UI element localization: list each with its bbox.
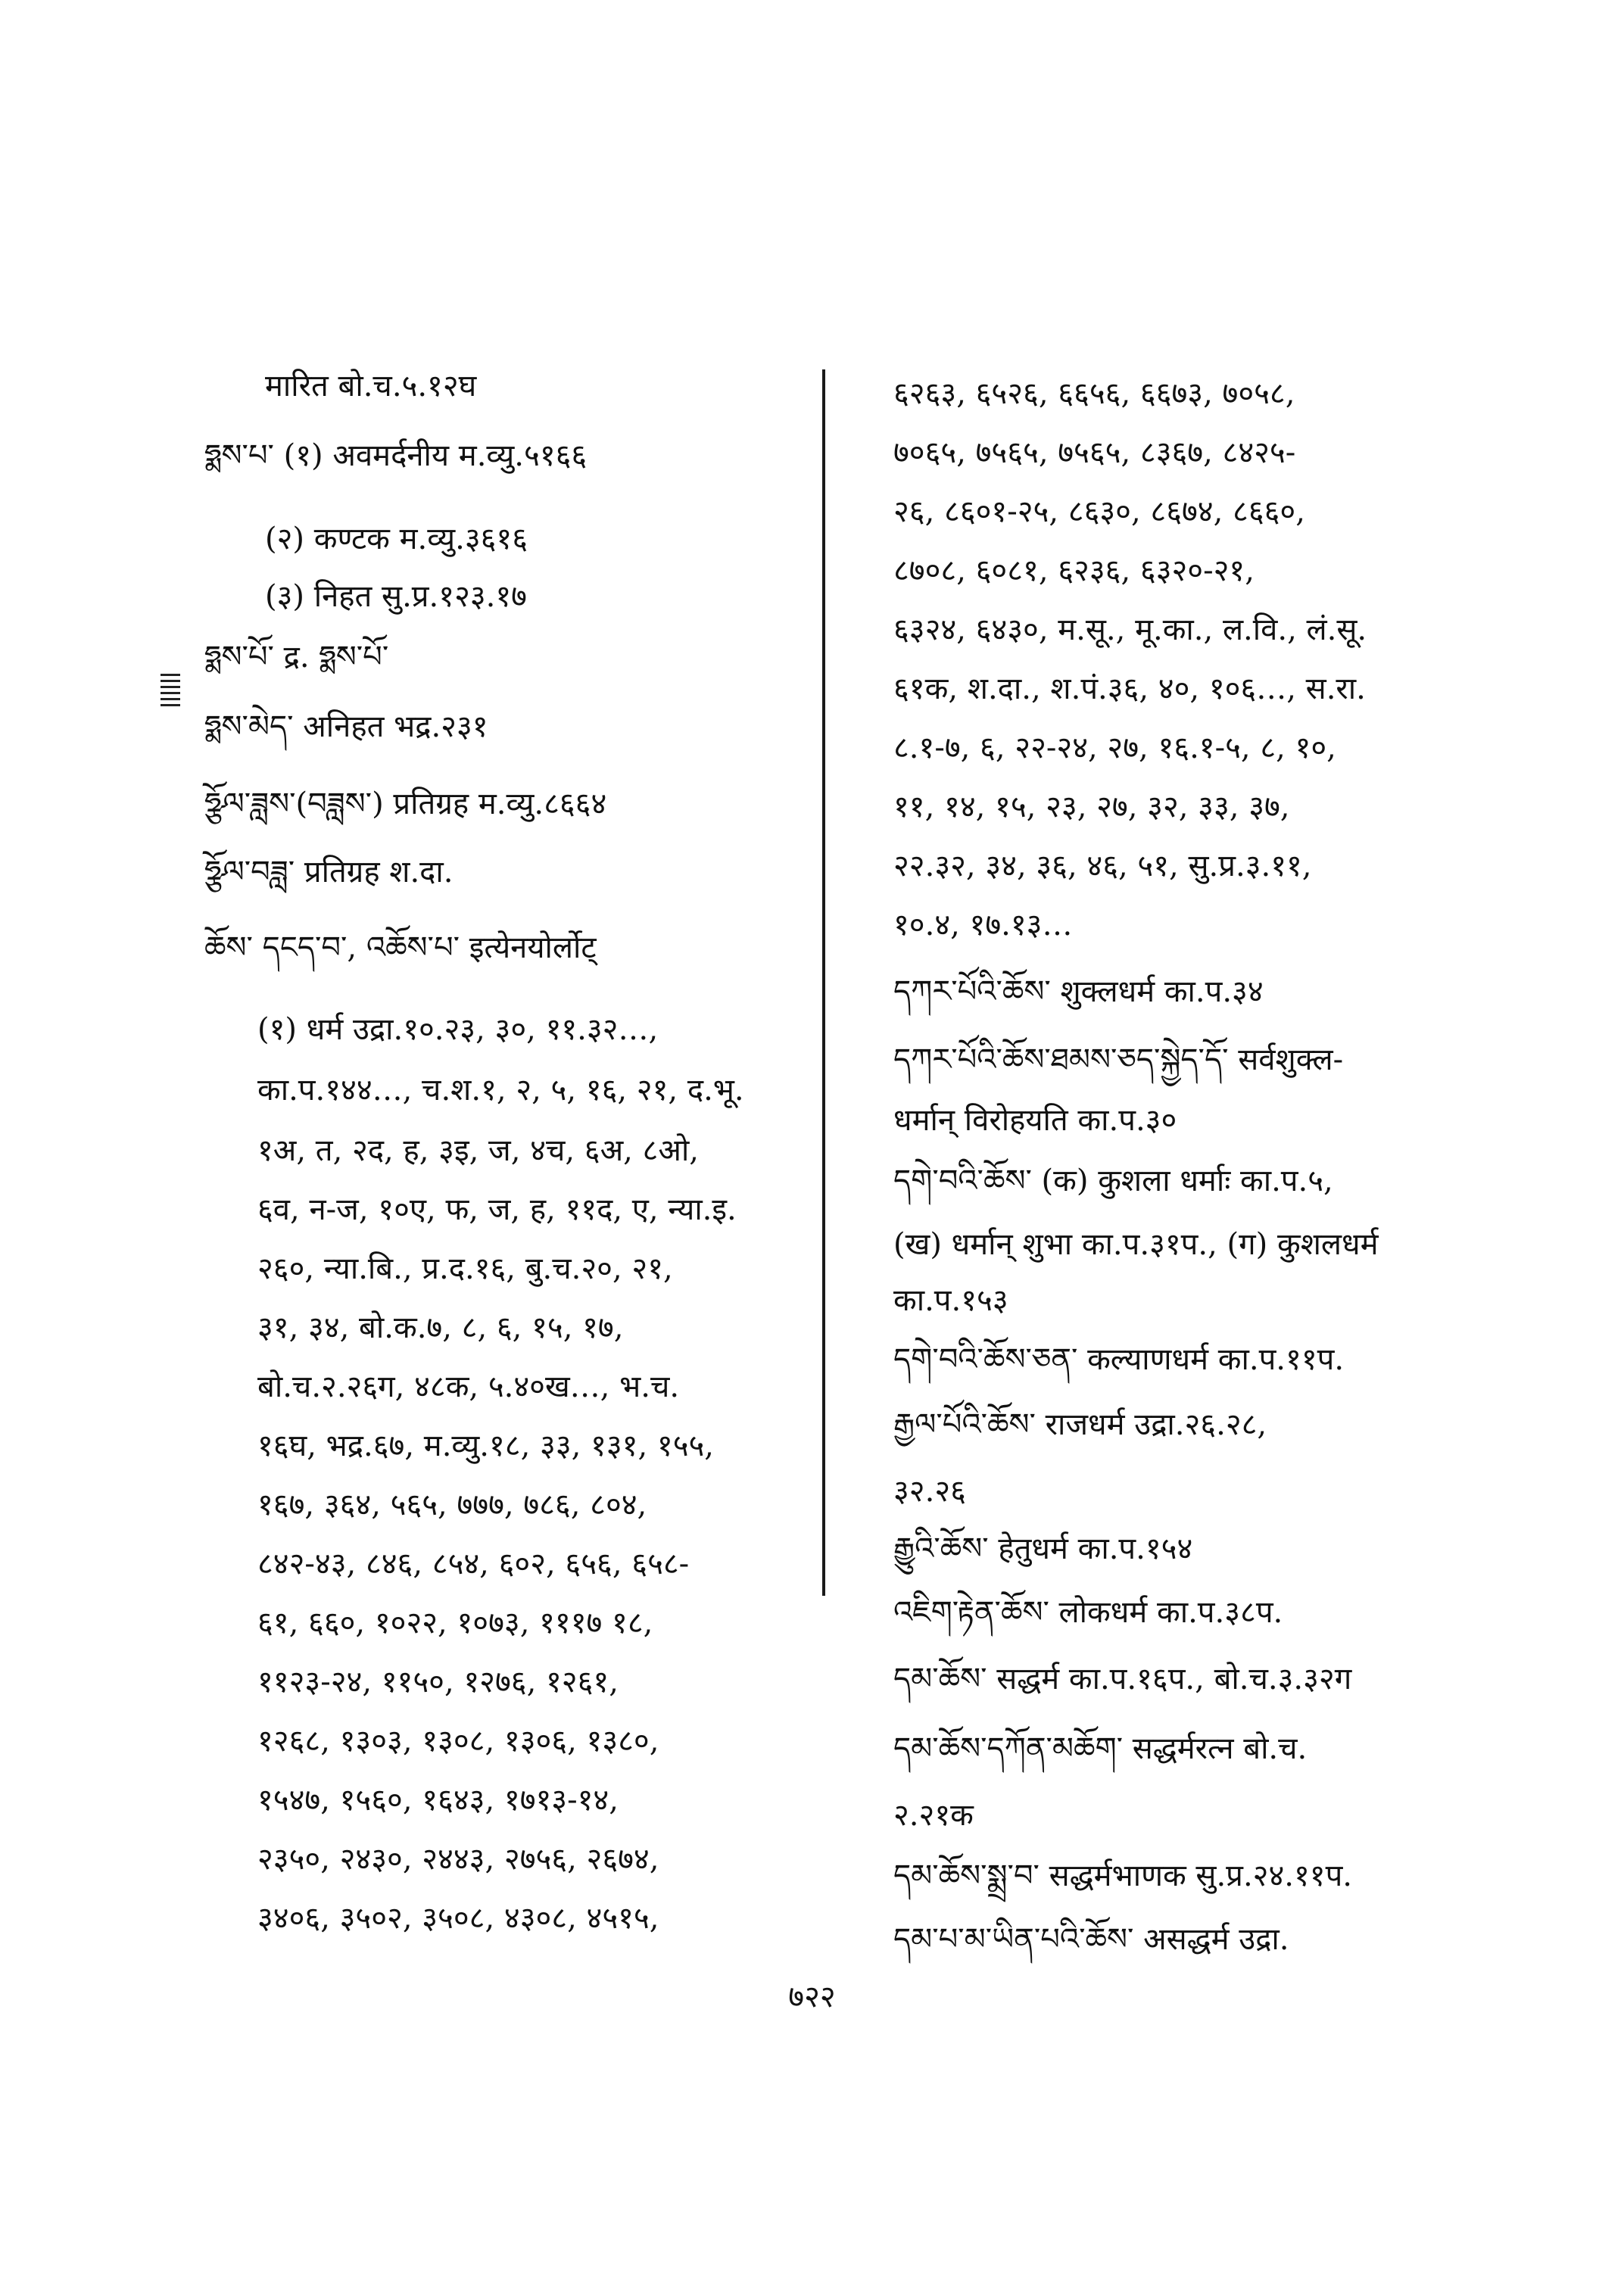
entry-line: འཇིག་རྟེན་ཆོས་ लोकधर्म का.प.३८प. — [893, 1595, 1283, 1630]
entry-line: ཧྨས་མེད་ अनिहत भद्र.२३१ — [204, 709, 488, 744]
entry-line: २२.३२, ३४, ३६, ४६, ५१, सु.प्र.३.११, — [893, 849, 1312, 883]
entry-line: ८४२-४३, ८४६, ८५४, ६०२, ६५६, ६५८- — [257, 1547, 690, 1581]
entry-line: ६३२४, ६४३०, म.सू., मू.का., ल.वि., लं.सू. — [893, 612, 1367, 647]
entry-line: १२६८, १३०३, १३०८, १३०६, १३८०, — [257, 1724, 659, 1759]
entry-line: ७०६५, ७५६५, ७५६५, ८३६७, ८४२५- — [893, 435, 1296, 470]
entry-line: རྒྱུའི་ཆོས་ हेतुधर्म का.प.१५४ — [893, 1531, 1193, 1566]
entry-line: (१) धर्म उद्रा.१०.२३, ३०, ११.३२…, — [257, 1012, 659, 1047]
entry-line: १६घ, भद्र.६७, म.व्यु.१८, ३३, १३१, १५५, — [257, 1428, 715, 1463]
entry-line: དམ་པ་མ་ཡིན་པའི་ཆོས་ असद्धर्म उद्रा. — [893, 1922, 1289, 1957]
entry-line: (३) निहत सु.प्र.१२३.१७ — [265, 579, 527, 614]
page-number: ७२२ — [788, 1980, 836, 2014]
entry-line: ३१, ३४, बो.क.७, ८, ६, १५, १७, — [257, 1310, 624, 1345]
entry-line: ८.१-७, ६, २२-२४, २७, १६.१-५, ८, १०, — [893, 731, 1336, 765]
entry-line: का.प.१५३ — [893, 1283, 1008, 1318]
entry-line: ३४०६, ३५०२, ३५०८, ४३०८, ४५१५, — [257, 1901, 659, 1936]
entry-line: ཧྩོལ་ཟླས་(བཟླས་) प्रतिग्रह म.व्यु.८६६४ — [204, 787, 607, 821]
entry-line: ६१, ६६०, १०२२, १०७३, १११७ १८, — [257, 1606, 653, 1640]
entry-line: का.प.१४४…, च.श.१, २, ५, १६, २१, द.भू. — [257, 1073, 744, 1108]
entry-line: २.२१क — [893, 1798, 974, 1833]
entry-line: ६२६३, ६५२६, ६६५६, ६६७३, ७०५८, — [893, 376, 1295, 411]
entry-line: २६०, न्या.बि., प्र.द.१६, बु.च.२०, २१, — [257, 1251, 673, 1286]
entry-line: དམ་ཆོས་དཀོན་མཆོག་ सद्धर्मरत्न बो.च. — [893, 1731, 1308, 1766]
entry-line: ६व, न-ज, १०ए, फ, ज, ह, ११द, ए, न्या.इ. — [257, 1192, 737, 1227]
entry-line: ११२३-२४, ११५०, १२७६, १२६१, — [257, 1665, 619, 1699]
entry-line: १५४७, १५६०, १६४३, १७१३-१४, — [257, 1783, 619, 1818]
entry-line: १०.४, १७.१३… — [893, 908, 1073, 942]
entry-line: २६, ८६०१-२५, ८६३०, ८६७४, ८६६०, — [893, 494, 1305, 529]
entry-line: (ख) धर्मान् शुभा का.प.३१प., (ग) कुशलधर्म — [893, 1227, 1379, 1262]
margin-mark — [161, 674, 180, 716]
entry-line: १अ, त, २द, ह, ३इ, ज, ४च, ६अ, ८ओ, — [257, 1133, 699, 1168]
entry-line: मारित बो.च.५.१२घ — [265, 369, 477, 403]
entry-line: २३५०, २४३०, २४४३, २७५६, २६७४, — [257, 1842, 659, 1877]
entry-line: बो.च.२.२६ग, ४८क, ५.४०ख…, भ.च. — [257, 1369, 680, 1404]
entry-line: དཀར་པོའི་ཆོས་ཐམས་ཅད་སྐྱེད་དོ་ सर्वशुक्ल- — [893, 1042, 1344, 1077]
entry-line: དམ་ཆོས་སྨྲ་བ་ सद्धर्मभाणक सु.प्र.२४.११प. — [893, 1858, 1353, 1893]
entry-line: དགེ་བའི་ཆོས་ཅན་ कल्याणधर्म का.प.११प. — [893, 1342, 1345, 1377]
entry-line: १६७, ३६४, ५६५, ७७७, ७८६, ८०४, — [257, 1488, 647, 1522]
entry-line: ३२.२६ — [893, 1474, 966, 1509]
entry-line: धर्मान् विरोहयति का.प.३० — [893, 1103, 1177, 1138]
entry-line: ཧྨས་པ་ (१) अवमर्दनीय म.व्यु.५१६६ — [204, 438, 588, 473]
entry-line: ཆོས་ དངད་བ་, འཆོས་པ་ इत्येनयोर्लोट् — [204, 930, 597, 965]
entry-line: ८७०८, ६०८१, ६२३६, ६३२०-२१, — [893, 553, 1255, 588]
entry-line: དམ་ཆོས་ सद्धर्म का.प.१६प., बो.च.३.३२ग — [893, 1662, 1352, 1696]
entry-line: ཧྨས་པོ་ द्र. ཧྨས་པོ་ — [204, 640, 389, 675]
entry-line: ཧྩོལ་བཟླ་ प्रतिग्रह श.दा. — [204, 855, 454, 889]
entry-line: དཀར་པོའི་ཆོས་ शुक्लधर्म का.प.३४ — [893, 974, 1264, 1009]
entry-line: ११, १४, १५, २३, २७, ३२, ३३, ३७, — [893, 790, 1290, 824]
column-divider — [822, 369, 825, 1596]
entry-line: རྒྱལ་པོའི་ཆོས་ राजधर्म उद्रा.२६.२८, — [893, 1407, 1267, 1442]
entry-line: ६१क, श.दा., श.पं.३६, ४०, १०६…, स.रा. — [893, 671, 1366, 706]
entry-line: དགེ་བའི་ཆོས་ (क) कुशला धर्माः का.प.५, — [893, 1164, 1333, 1198]
entry-line: (२) कण्टक म.व्यु.३६१६ — [265, 522, 528, 556]
